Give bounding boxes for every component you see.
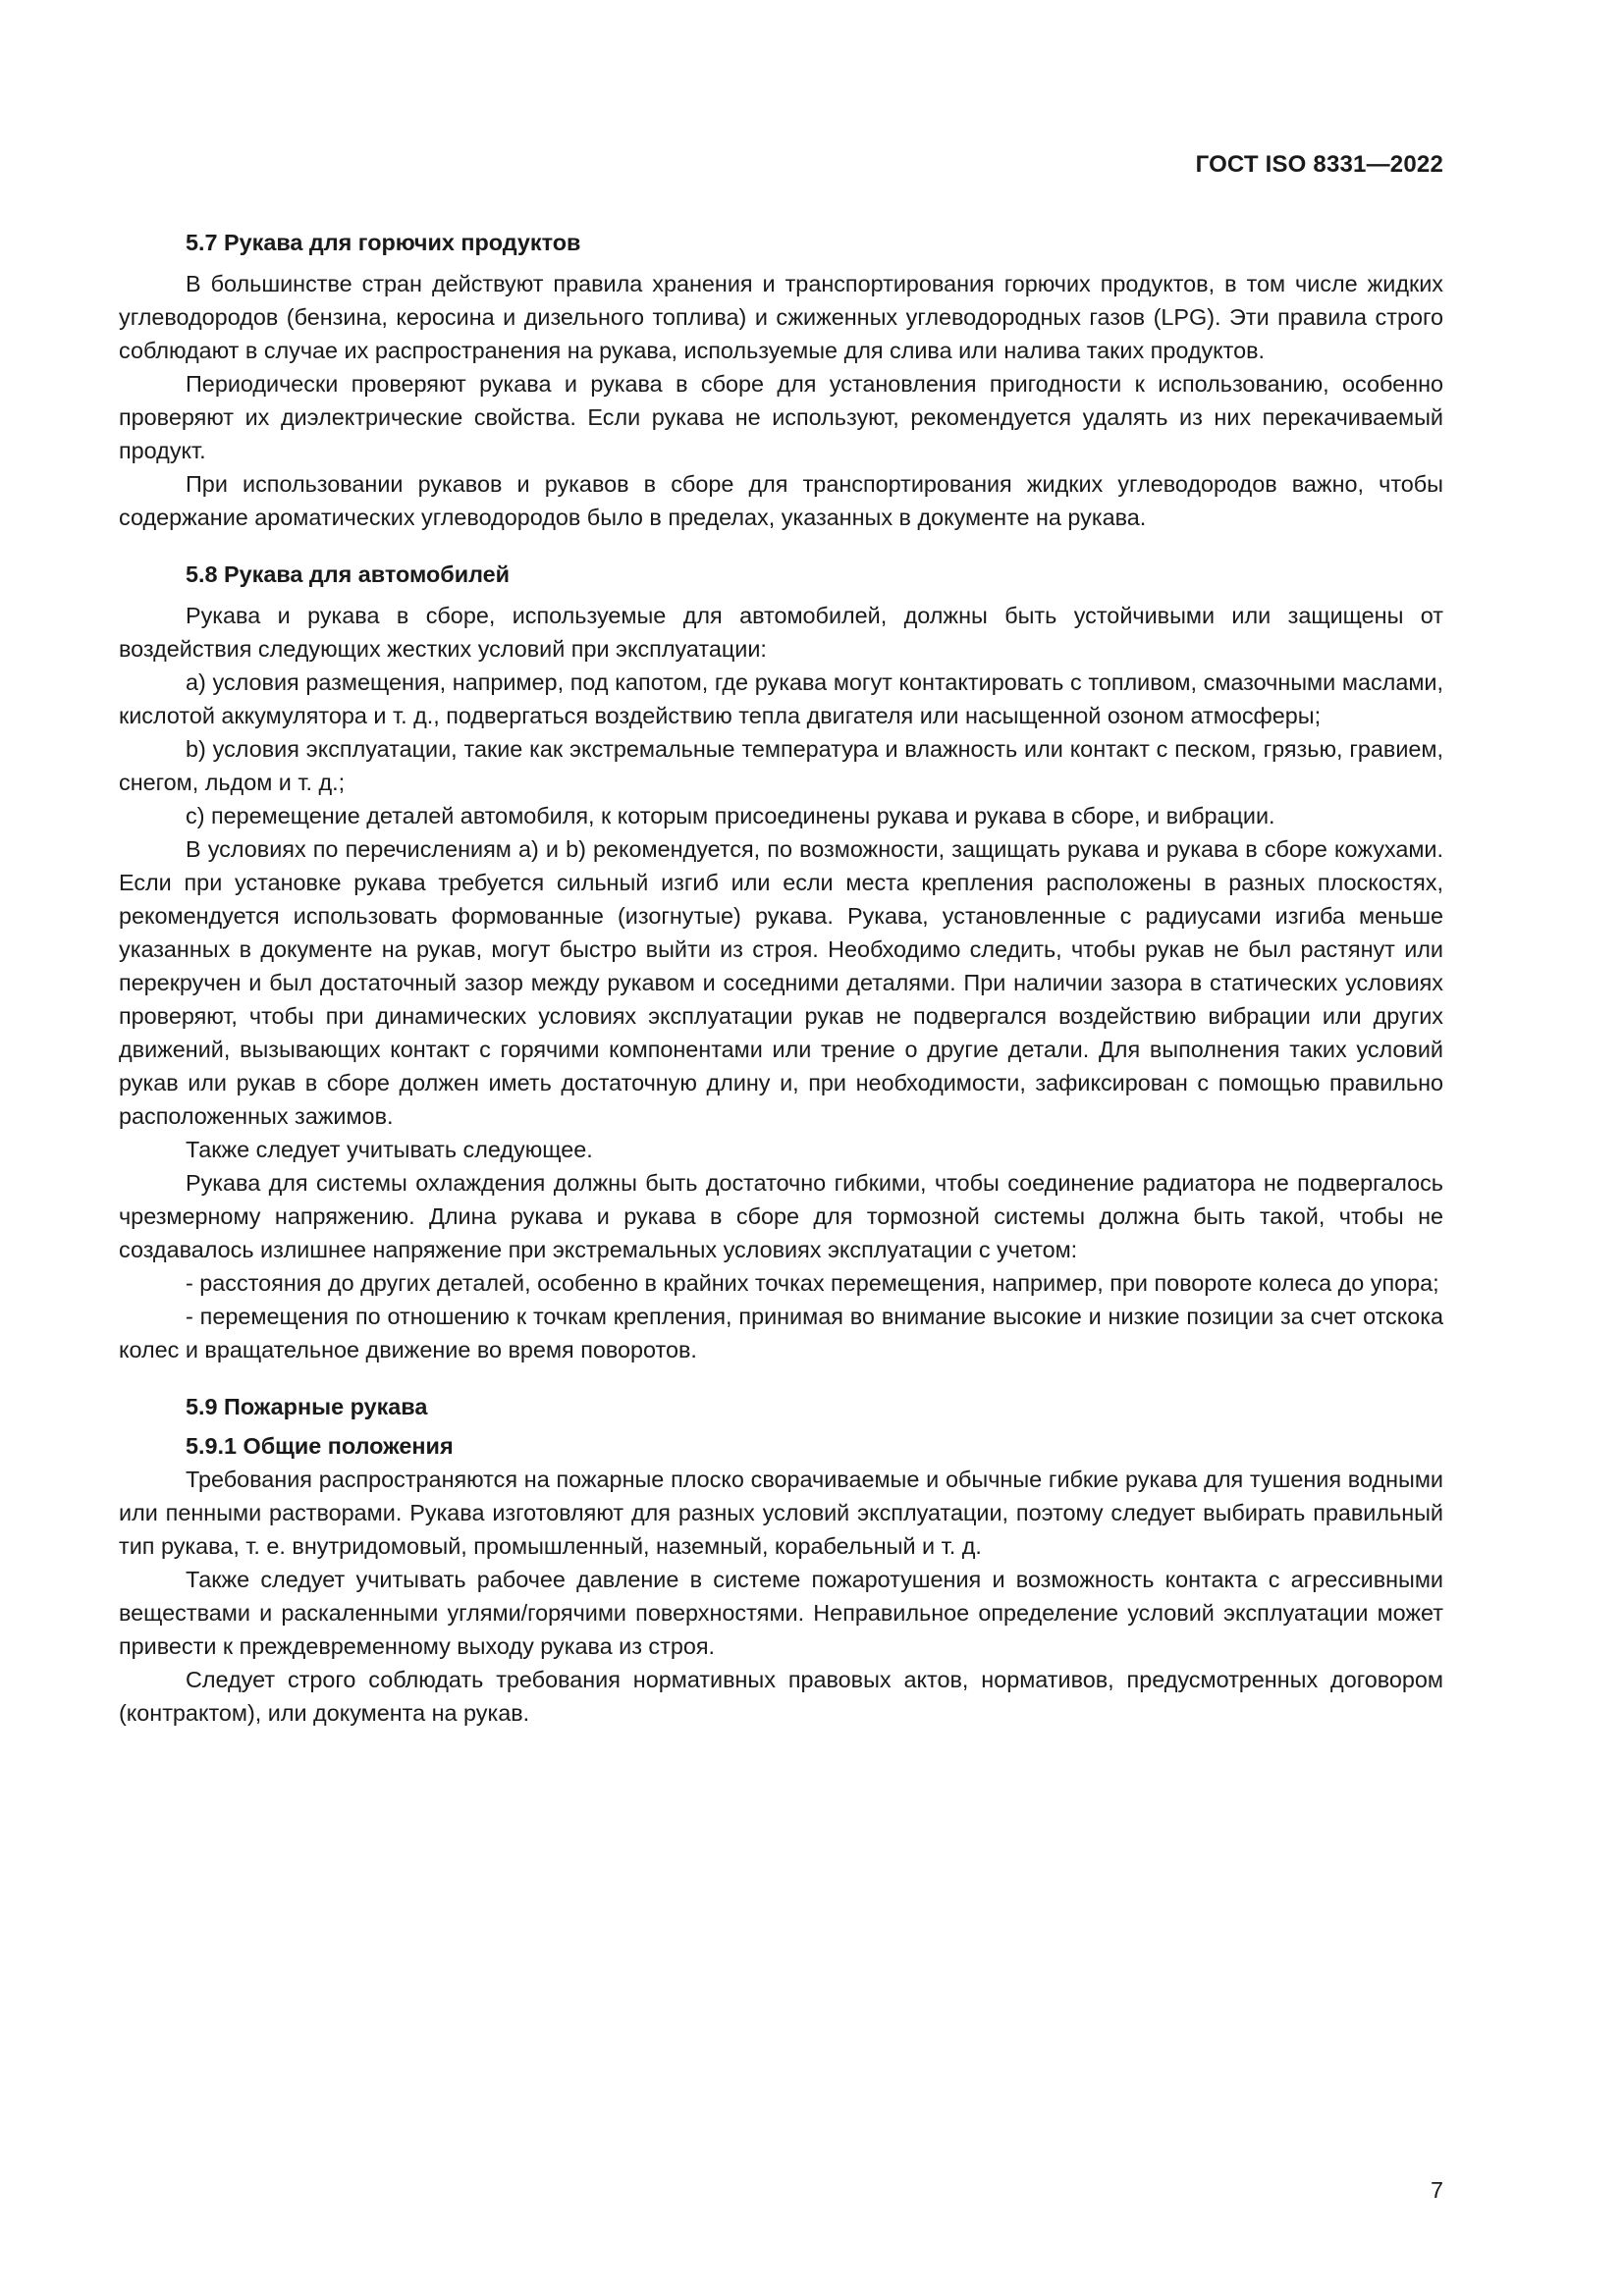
list-item-b: b) условия эксплуатации, такие как экстремальные температура и влажность или контакт с песком, грязью, гравием, снегом, льдом и т. д.; [119,736,1443,795]
paragraph: Также следует учитывать рабочее давление в системе пожаротушения и возможность контакта с агрессивными веществами и раскаленными углями/горячими поверхностями. Неправильное определение условий эксплуатации может привести к преждевременному выходу рукава из строя. [119,1567,1443,1659]
paragraph: Требования распространяются на пожарные плоско сворачиваемые и обычные гибкие рукава для тушения водными или пенными растворами. Рукава изготовляют для разных условий эксплуатации, поэтому следует выбирать правильный тип рукава, т. е. внутридомовый, промышленный, наземный, корабельный и т. д. [119,1467,1443,1559]
subsection-5-9-1 [119,1429,1443,1730]
list-item-a: a) условия размещения, например, под капотом, где рукава могут контактировать с топливом, смазочными маслами, кислотой аккумулятора и т. д., подвергаться воздействию тепла двигателя или насыщенной озоном атмосферы; [119,669,1443,728]
section-heading: 5.8 Рукава для автомобилей [186,561,511,587]
dash-list-item: - расстояния до других деталей, особенно в крайних точках перемещения, например, при повороте колеса до упора; [186,1270,1439,1296]
subsection-heading: 5.9.1 Общие положения [186,1433,454,1459]
document-body [119,226,1443,1753]
section-5-9 [119,1390,1443,1730]
section-5-8 [119,558,1443,1366]
dash-list-item: - перемещения по отношению к точкам крепления, принимая во внимание высокие и низкие позиции за счет отскока колес и вращательное движение во время поворотов. [119,1304,1443,1362]
paragraph: Следует строго соблюдать требования нормативных правовых актов, нормативов, предусмотренных договором (контрактом), или документа на рукав. [119,1667,1443,1726]
paragraph: Также следует учитывать следующее. [186,1137,593,1162]
paragraph: В условиях по перечислениям a) и b) рекомендуется, по возможности, защищать рукава и рукава в сборе кожухами. Если при установке рукава требуется сильный изгиб или если места крепления расположены в разных плоскостях, рекомендуется использовать формованные (изогнутые) рукава. Рукава, установленные с радиусами изгиба меньше указанных в документе на рукав, могут быстро выйти из строя. Необходимо следить, чтобы рукав не был растянут или перекручен и был достаточный зазор между рукавом и соседними деталями. При наличии зазора в статических условиях проверяют, чтобы при динамических условиях эксплуатации рукав не подвергался воздействию вибрации или других движений, вызывающих контакт с горячими компонентами или трение о другие детали. Для выполнения таких условий рукав или рукав в сборе должен иметь достаточную длину и, при необходимости, зафиксирован с помощью правильно расположенных зажимов. [119,836,1443,1129]
document-code-header: ГОСТ ISO 8331—2022 [1195,151,1443,178]
list-item-c: c) перемещение деталей автомобиля, к которым присоединены рукава и рукава в сборе, и вибрации. [186,803,1275,828]
section-heading: 5.7 Рукава для горючих продуктов [186,230,581,255]
paragraph: При использовании рукавов и рукавов в сборе для транспортирования жидких углеводородов важно, чтобы содержание ароматических углеводородов было в пределах, указанных в документе на рукава. [119,471,1443,530]
section-heading: 5.9 Пожарные рукава [186,1394,428,1419]
paragraph: В большинстве стран действуют правила хранения и транспортирования горючих продуктов, в том числе жидких углеводородов (бензина, керосина и дизельного топлива) и сжиженных углеводородных газов (LPG). Эти правила строго соблюдают в случае их распространения на рукава, используемые для слива или налива таких продуктов. [119,271,1443,363]
page-number: 7 [1430,2177,1443,2203]
paragraph: Периодически проверяют рукава и рукава в сборе для установления пригодности к использованию, особенно проверяют их диэлектрические свойства. Если рукава не используют, рекомендуется удалять из них перекачиваемый продукт. [119,371,1443,463]
paragraph: Рукава для системы охлаждения должны быть достаточно гибкими, чтобы соединение радиатора не подвергалось чрезмерному напряжению. Длина рукава и рукава в сборе для тормозной системы должна быть такой, чтобы не создавалось излишнее напряжение при экстремальных условиях эксплуатации с учетом: [119,1170,1443,1262]
paragraph: Рукава и рукава в сборе, используемые для автомобилей, должны быть устойчивыми или защищены от воздействия следующих жестких условий при эксплуатации: [119,603,1443,662]
section-5-7 [119,226,1443,534]
